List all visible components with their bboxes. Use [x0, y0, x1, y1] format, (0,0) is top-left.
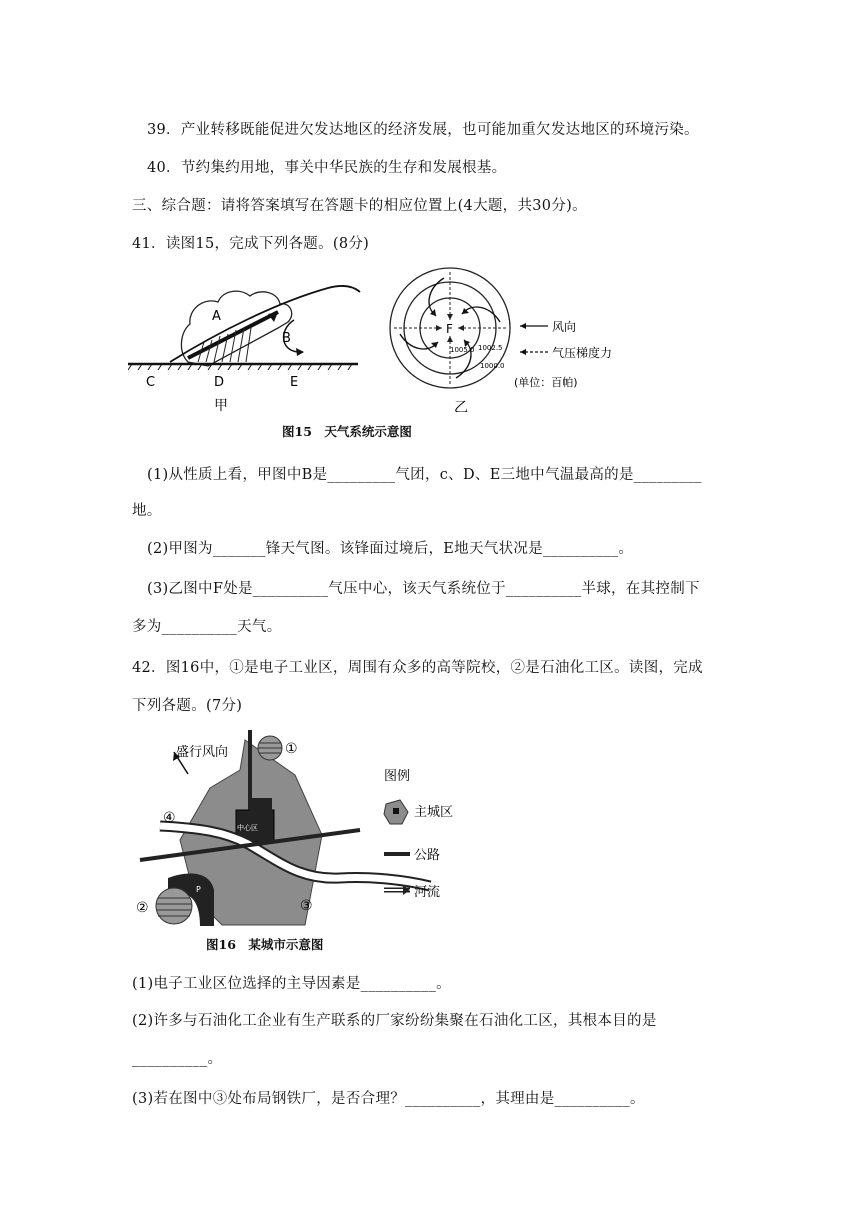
cyclone-diagram [390, 268, 510, 412]
marker-2: ② [136, 900, 149, 916]
label-C: C [146, 375, 156, 390]
label-E: E [290, 375, 299, 390]
question-42-2b: __________。 [132, 1051, 223, 1067]
question-42-3: (3)若在图中③处布局钢铁厂，是否合理？__________，其理由是__________。 [132, 1091, 645, 1107]
label-D: D [214, 375, 225, 390]
front-diagram [128, 286, 360, 412]
marker-3: ③ [300, 898, 313, 914]
question-42b: 下列各题。(7分) [132, 698, 243, 714]
legend-wind: 风向 [552, 320, 577, 334]
label-F: F [446, 322, 453, 336]
legend-road: 公路 [414, 848, 441, 863]
center-label: 中心区 [237, 824, 258, 832]
label-jia: 甲 [214, 398, 228, 412]
legend-pressure: 气压梯度力 [552, 346, 613, 360]
zone-2-circle [156, 888, 192, 924]
legend-unit: (单位：百帕) [514, 376, 578, 389]
p-label: P [196, 885, 201, 894]
label-yi: 乙 [454, 400, 468, 412]
section-3-heading: 三、综合题：请将答案填写在答题卡的相应位置上(4大题，共30分)。 [132, 198, 587, 214]
question-41-1b: 地。 [132, 503, 162, 519]
isobar-1002: 1002.5 [478, 344, 503, 352]
wind-label: 盛行风向 [176, 745, 229, 760]
question-40: 40．节约集约用地，事关中华民族的生存和发展根基。 [147, 160, 507, 176]
question-41-3b: 多为__________天气。 [132, 619, 282, 635]
legend-city: 主城区 [414, 805, 454, 820]
legend-river: 河流 [414, 885, 441, 900]
question-41: 41．读图15，完成下列各题。(8分) [132, 236, 370, 252]
question-41-3a: (3)乙图中F处是__________气压中心，该天气系统位于__________半球，在其控制下 [147, 581, 700, 597]
marker-1: ① [285, 741, 298, 757]
figure-15 [128, 262, 628, 412]
marker-4: ④ [163, 810, 176, 826]
figure-15-caption: 图15 天气系统示意图 [282, 424, 412, 439]
figure-16-caption: 图16 某城市示意图 [206, 937, 324, 952]
label-A: A [212, 309, 221, 324]
isobar-1005: 1005.0 [450, 346, 475, 354]
question-41-1a: (1)从性质上看，甲图中B是_________气团，c、D、E三地中气温最高的是_________ [147, 467, 702, 483]
question-41-2: (2)甲图为_______锋天气图。该锋面过境后，E地天气状况是__________。 [147, 541, 634, 557]
legend-title: 图例 [384, 769, 411, 784]
question-42-2a: (2)许多与石油化工企业有生产联系的厂家纷纷集聚在石油化工区，其根本目的是 [132, 1013, 657, 1029]
question-42-1: (1)电子工业区位选择的主导因素是__________。 [132, 976, 451, 992]
question-39: 39．产业转移既能促进欠发达地区的经济发展，也可能加重欠发达地区的环境污染。 [147, 122, 699, 138]
label-B: B [282, 331, 291, 346]
figure-16 [130, 730, 490, 930]
question-42a: 42．图16中，①是电子工业区，周围有众多的高等院校，②是石油化工区。读图，完成 [132, 660, 703, 676]
isobar-1000: 1000.0 [480, 362, 505, 370]
